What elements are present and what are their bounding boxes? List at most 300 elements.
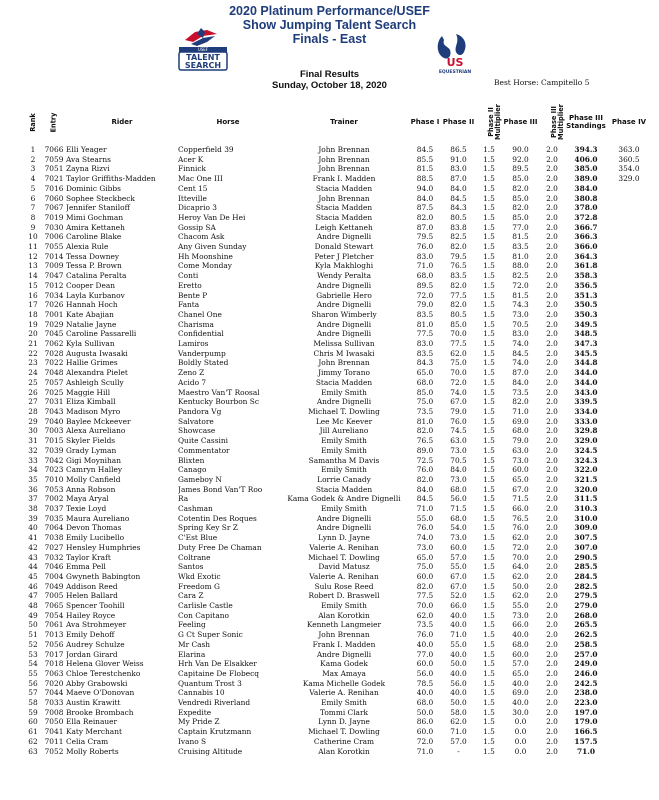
- cell-phase2: 50.0: [450, 698, 467, 708]
- cell-phase2: 80.5: [450, 309, 467, 319]
- cell-entry: 7021: [44, 174, 64, 184]
- table-row: [24, 485, 650, 495]
- cell-phase3: 85.0: [512, 212, 529, 222]
- cell-rider: Austin Krawitt: [66, 698, 121, 708]
- cell-phase3-multiplier: 2.0: [546, 523, 558, 533]
- cell-phase1: 82.0: [416, 426, 434, 436]
- cell-rider: Ava Strohmeyer: [66, 620, 127, 630]
- cell-phase3-multiplier: 2.0: [546, 581, 558, 591]
- cell-phase3-standings: 344.8: [574, 358, 598, 368]
- cell-rank: 58: [28, 698, 38, 708]
- cell-horse: My Pride Z: [178, 717, 220, 727]
- cell-rank: 16: [28, 290, 38, 300]
- table-row: [24, 475, 650, 485]
- cell-phase4: [608, 261, 650, 271]
- cell-trainer: Emily Smith: [321, 387, 367, 397]
- cell-horse: Ivano S: [178, 736, 207, 746]
- cell-phase2: 80.5: [450, 212, 467, 222]
- cell-phase3-multiplier: 2.0: [546, 533, 558, 543]
- cell-phase2: 77.5: [450, 290, 467, 300]
- cell-trainer: Valerie A. Renihan: [309, 542, 379, 552]
- table-row: [24, 407, 650, 417]
- cell-entry: 7057: [44, 377, 64, 387]
- cell-rank: 1: [30, 145, 36, 154]
- cell-entry: 7010: [44, 474, 64, 484]
- cell-phase2-multiplier: 1.5: [483, 523, 495, 533]
- cell-phase2-multiplier: 1.5: [483, 261, 495, 271]
- cell-phase3-standings: 307.0: [574, 542, 598, 552]
- cell-rank: 17: [28, 300, 38, 310]
- cell-rank: 55: [28, 668, 38, 678]
- cell-rider: Kate Abajian: [66, 309, 114, 319]
- cell-rider: Baylee Mckeever: [66, 416, 131, 426]
- cell-rider: Taylor Kraft: [66, 552, 111, 562]
- cell-phase3: 81.5: [512, 232, 529, 242]
- cell-phase3: 70.5: [512, 319, 529, 329]
- cell-horse: Cruising Altitude: [178, 746, 243, 756]
- table-row: [24, 174, 650, 184]
- table-header-row: [24, 98, 650, 145]
- cell-phase3: 69.0: [512, 416, 529, 426]
- cell-phase2: 40.0: [450, 610, 467, 620]
- cell-rank: 14: [28, 271, 38, 281]
- cell-phase2-multiplier: 1.5: [483, 649, 495, 659]
- cell-phase3-standings: 384.0: [574, 183, 598, 193]
- cell-phase2: 50.0: [450, 659, 467, 669]
- cell-entry: 7027: [44, 542, 64, 552]
- cell-entry: 7052: [44, 746, 64, 756]
- table-row: [24, 300, 650, 310]
- cell-phase2-multiplier: 1.5: [483, 319, 495, 329]
- cell-rider: Amira Kettaneh: [66, 222, 125, 232]
- cell-trainer: Donald Stewart: [314, 242, 374, 252]
- cell-trainer: Emily Smith: [321, 601, 367, 611]
- table-row: [24, 291, 650, 301]
- cell-phase3: 73.0: [512, 455, 529, 465]
- cell-rank: 28: [28, 406, 38, 416]
- cell-phase2: 68.0: [450, 484, 467, 494]
- cell-horse: Elarina: [178, 649, 206, 659]
- cell-phase2-multiplier: 1.5: [483, 591, 495, 601]
- svg-text:EQUESTRIAN: EQUESTRIAN: [438, 70, 472, 75]
- cell-phase4: [608, 523, 650, 533]
- cell-entry: 7066: [44, 145, 64, 154]
- cell-entry: 7001: [44, 309, 64, 319]
- cell-horse: Itteville: [178, 193, 207, 203]
- cell-phase2-multiplier: 1.5: [483, 271, 495, 281]
- cell-phase3-multiplier: 2.0: [546, 688, 558, 698]
- cell-phase3: 84.5: [512, 348, 529, 358]
- cell-phase3-standings: 350.3: [574, 309, 598, 319]
- cell-phase2-multiplier: 1.5: [483, 668, 495, 678]
- cell-phase4: [608, 242, 650, 252]
- cell-phase2-multiplier: 1.5: [483, 222, 495, 232]
- cell-rider: Alexia Rule: [66, 242, 109, 252]
- cell-phase4: [608, 465, 650, 475]
- cell-phase1: 76.0: [416, 465, 434, 475]
- cell-phase1: 87.5: [416, 203, 434, 213]
- cell-rider: Helena Glover Weiss: [66, 659, 144, 669]
- cell-phase3: 82.0: [512, 397, 529, 407]
- cell-horse: Captain Krutzmann: [178, 727, 252, 737]
- cell-entry: 7043: [44, 406, 64, 416]
- table-row: [24, 281, 650, 291]
- cell-phase4: [608, 620, 650, 630]
- cell-phase4: [608, 747, 650, 757]
- cell-phase3: 66.0: [512, 620, 529, 630]
- cell-phase3-standings: 311.5: [574, 494, 598, 504]
- cell-horse: Acer K: [178, 154, 204, 164]
- cell-phase3: 62.0: [512, 533, 529, 543]
- cell-phase3: 0.0: [514, 736, 527, 746]
- cell-trainer: Michael T. Dowling: [308, 406, 380, 416]
- cell-phase3: 65.0: [512, 668, 529, 678]
- title-line-1: 2020 Platinum Performance/USEF: [229, 4, 430, 18]
- cell-phase4: [608, 368, 650, 378]
- cell-rider: Grady Lyman: [66, 445, 117, 455]
- cell-horse: Freedom G: [178, 581, 220, 591]
- cell-entry: 7059: [44, 154, 64, 164]
- cell-phase2-multiplier: 1.5: [483, 601, 495, 611]
- cell-phase2-multiplier: 1.5: [483, 610, 495, 620]
- cell-phase3: 73.5: [512, 387, 529, 397]
- cell-rider: Gigi Moynihan: [66, 455, 121, 465]
- cell-phase3-standings: 279.0: [574, 601, 598, 611]
- cell-phase2: 86.5: [450, 145, 467, 154]
- cell-phase2-multiplier: 1.5: [483, 533, 495, 543]
- cell-trainer: Alan Korotkin: [318, 610, 370, 620]
- cell-trainer: Kama Godek & Andre Dignelli: [287, 494, 401, 504]
- cell-phase3: 67.0: [512, 484, 529, 494]
- cell-phase1: 85.5: [416, 154, 434, 164]
- cell-phase1: 73.5: [416, 620, 434, 630]
- cell-rank: 45: [28, 571, 38, 581]
- cell-phase4: 329.0: [618, 174, 640, 184]
- cell-phase3-multiplier: 2.0: [546, 358, 558, 368]
- cell-entry: 7060: [44, 193, 64, 203]
- cell-phase2: 72.0: [450, 377, 467, 387]
- cell-phase1: 83.0: [416, 251, 434, 261]
- cell-phase3-standings: 321.5: [574, 474, 598, 484]
- cell-horse: Showcase: [178, 426, 216, 436]
- cell-rank: 39: [28, 513, 38, 523]
- cell-horse: Quite Cassini: [178, 436, 229, 446]
- cell-phase2-multiplier: 1.5: [483, 358, 495, 368]
- col-entry: Entry: [49, 112, 58, 132]
- table-row: [24, 349, 650, 359]
- cell-phase2: 71.0: [450, 630, 467, 640]
- table-row: [24, 271, 650, 281]
- cell-phase3-standings: 339.5: [574, 397, 598, 407]
- cell-entry: 7028: [44, 348, 64, 358]
- cell-rank: 8: [30, 212, 36, 222]
- cell-entry: 7017: [44, 649, 64, 659]
- cell-rider: Katy Merchant: [66, 727, 122, 737]
- cell-phase4: [608, 591, 650, 601]
- cell-phase3: 82.0: [512, 183, 529, 193]
- cell-rider: Emily Lucibello: [66, 533, 125, 543]
- cell-phase3-standings: 345.5: [574, 348, 598, 358]
- cell-rider: Kyla Sullivan: [66, 339, 115, 349]
- cell-rider: Maeve O'Donovan: [66, 688, 135, 698]
- cell-phase1: 65.0: [416, 552, 434, 562]
- cell-trainer: Andre Dignelli: [316, 649, 372, 659]
- table-row: [24, 368, 650, 378]
- cell-phase1: 71.0: [416, 261, 434, 271]
- cell-horse: Quantum Trost 3: [178, 678, 242, 688]
- cell-trainer: Stacia Madden: [315, 484, 373, 494]
- cell-rank: 9: [30, 222, 36, 232]
- cell-phase3-multiplier: 2.0: [546, 591, 558, 601]
- cell-phase2: 40.0: [450, 688, 467, 698]
- cell-phase1: 82.0: [416, 212, 434, 222]
- cell-phase4: [608, 562, 650, 572]
- cell-rank: 43: [28, 552, 38, 562]
- cell-phase3-standings: 268.0: [574, 610, 598, 620]
- cell-rank: 3: [30, 164, 36, 174]
- cell-phase2: 73.0: [450, 474, 467, 484]
- cell-phase3-multiplier: 2.0: [546, 300, 558, 310]
- cell-trainer: Andre Dignelli: [316, 232, 372, 242]
- cell-trainer: Chris M Iwasaki: [313, 348, 375, 358]
- cell-phase3-standings: 309.0: [574, 523, 598, 533]
- cell-phase1: 79.0: [416, 300, 434, 310]
- cell-trainer: John Brennan: [318, 630, 370, 640]
- cell-entry: 7031: [44, 397, 64, 407]
- cell-trainer: John Brennan: [318, 193, 370, 203]
- cell-entry: 7029: [44, 319, 64, 329]
- cell-phase4: [608, 203, 650, 213]
- cell-rank: 19: [28, 319, 38, 329]
- cell-phase2: 79.0: [450, 406, 467, 416]
- table-row: [24, 543, 650, 553]
- cell-phase2-multiplier: 1.5: [483, 174, 495, 184]
- cell-phase1: 71.0: [416, 746, 434, 756]
- cell-phase1: 50.0: [416, 707, 434, 717]
- cell-phase2-multiplier: 1.5: [483, 552, 495, 562]
- cell-phase4: [608, 184, 650, 194]
- cell-phase4: [608, 514, 650, 524]
- cell-phase4: [608, 426, 650, 436]
- cell-phase1: 60.0: [416, 727, 434, 737]
- cell-phase3-multiplier: 2.0: [546, 504, 558, 514]
- cell-trainer: Emily Smith: [321, 436, 367, 446]
- col-trainer: Trainer: [330, 117, 358, 126]
- table-row: [24, 717, 650, 727]
- table-row: [24, 669, 650, 679]
- cell-phase3-multiplier: 2.0: [546, 309, 558, 319]
- cell-phase4: [608, 640, 650, 650]
- cell-entry: 7062: [44, 339, 64, 349]
- cell-phase3: 62.0: [512, 571, 529, 581]
- cell-trainer: Leigh Kettaneh: [315, 222, 373, 232]
- cell-phase2: 73.0: [450, 445, 467, 455]
- cell-phase3-standings: 179.0: [574, 717, 598, 727]
- cell-phase3-standings: 350.5: [574, 300, 598, 310]
- cell-phase3: 76.0: [512, 523, 529, 533]
- cell-horse: Heroy Van De Hei: [178, 212, 246, 222]
- cell-phase3-standings: 285.5: [574, 562, 598, 572]
- cell-phase1: 81.5: [416, 164, 434, 174]
- cell-phase3-standings: 366.7: [574, 222, 598, 232]
- cell-horse: Commentator: [178, 445, 230, 455]
- table-row: [24, 417, 650, 427]
- cell-phase2: 82.0: [450, 300, 467, 310]
- col-phase3-standings: Phase III Standings: [566, 113, 606, 130]
- cell-horse: Cashman: [178, 504, 213, 514]
- cell-phase3-multiplier: 2.0: [546, 251, 558, 261]
- cell-rank: 50: [28, 620, 38, 630]
- cell-rider: Emma Pell: [66, 562, 106, 572]
- cell-phase2: 58.0: [450, 707, 467, 717]
- cell-trainer: Robert D. Braswell: [308, 591, 380, 601]
- cell-phase3-multiplier: 2.0: [546, 397, 558, 407]
- cell-phase3-multiplier: 2.0: [546, 639, 558, 649]
- cell-phase2-multiplier: 1.5: [483, 406, 495, 416]
- cell-trainer: Emily Smith: [321, 504, 367, 514]
- cell-entry: 7046: [44, 562, 64, 572]
- cell-rank: 22: [28, 348, 38, 358]
- col-rank: Rank: [28, 112, 37, 132]
- cell-horse: Charisma: [178, 319, 214, 329]
- table-row: [24, 620, 650, 630]
- cell-phase3-standings: 329.8: [574, 426, 598, 436]
- cell-phase4: [608, 737, 650, 747]
- cell-horse: Fanta: [178, 300, 200, 310]
- cell-phase3-multiplier: 2.0: [546, 406, 558, 416]
- cell-phase2-multiplier: 1.5: [483, 455, 495, 465]
- cell-horse: Boldly Stated: [178, 358, 229, 368]
- cell-trainer: Andre Dignelli: [316, 319, 372, 329]
- cell-phase2: 67.0: [450, 397, 467, 407]
- cell-rider: Texie Loyd: [66, 504, 107, 514]
- cell-trainer: Max Amaya: [322, 668, 366, 678]
- cell-phase1: 72.0: [416, 736, 434, 746]
- cell-phase2: 56.0: [450, 678, 467, 688]
- cell-phase3-multiplier: 2.0: [546, 455, 558, 465]
- cell-phase3-multiplier: 2.0: [546, 387, 558, 397]
- title-line-2: Show Jumping Talent Search: [242, 18, 417, 32]
- cell-rider: Mimi Gochman: [66, 212, 124, 222]
- cell-phase4: [608, 475, 650, 485]
- cell-phase2: 79.5: [450, 251, 467, 261]
- cell-rank: 26: [28, 387, 38, 397]
- cell-rider: Taylor Griffiths-Madden: [66, 174, 156, 184]
- cell-phase3-multiplier: 2.0: [546, 445, 558, 455]
- cell-phase1: 72.5: [416, 455, 434, 465]
- cell-rider: Augusta Iwasaki: [66, 348, 128, 358]
- cell-phase4: [608, 650, 650, 660]
- cell-rank: 25: [28, 377, 38, 387]
- cell-phase1: 82.0: [416, 474, 434, 484]
- table-row: [24, 698, 650, 708]
- table-row: [24, 523, 650, 533]
- cell-phase3-multiplier: 2.0: [546, 668, 558, 678]
- table-row: [24, 426, 650, 436]
- cell-phase3-standings: 322.0: [574, 465, 598, 475]
- cell-phase2-multiplier: 1.5: [483, 368, 495, 378]
- cell-rider: Alexa Aureliano: [66, 426, 126, 436]
- cell-phase3-multiplier: 2.0: [546, 552, 558, 562]
- cell-horse: Come Monday: [178, 261, 232, 271]
- cell-phase2: 55.0: [450, 562, 467, 572]
- table-row: [24, 358, 650, 368]
- cell-trainer: Michael T. Dowling: [308, 727, 380, 737]
- cell-phase3-multiplier: 2.0: [546, 242, 558, 252]
- cell-horse: Mac One III: [178, 174, 223, 184]
- cell-phase2-multiplier: 1.5: [483, 339, 495, 349]
- cell-phase2-multiplier: 1.5: [483, 494, 495, 504]
- svg-text:SEARCH: SEARCH: [184, 61, 222, 70]
- cell-phase2-multiplier: 1.5: [483, 678, 495, 688]
- cell-entry: 7032: [44, 552, 64, 562]
- cell-phase3-standings: 257.0: [574, 649, 598, 659]
- cell-phase2: 63.0: [450, 436, 467, 446]
- cell-rank: 34: [28, 465, 38, 475]
- cell-phase3-multiplier: 2.0: [546, 280, 558, 290]
- cell-phase3: 76.5: [512, 513, 529, 523]
- cell-phase3-multiplier: 2.0: [546, 203, 558, 213]
- cell-phase3-standings: 307.5: [574, 533, 598, 543]
- cell-phase3: 82.0: [512, 203, 529, 213]
- cell-entry: 7014: [44, 251, 64, 261]
- cell-rider: Hailey Royce: [66, 610, 116, 620]
- cell-phase4: 360.5: [618, 154, 640, 164]
- cell-phase3-standings: 385.0: [574, 164, 598, 174]
- cell-phase2: 76.5: [450, 261, 467, 271]
- cell-phase2-multiplier: 1.5: [483, 659, 495, 669]
- cell-rank: 30: [28, 426, 38, 436]
- cell-phase2: 83.8: [450, 222, 467, 232]
- cell-phase3-standings: 349.5: [574, 319, 598, 329]
- cell-phase4: [608, 358, 650, 368]
- cell-trainer: Andre Dignelli: [316, 300, 372, 310]
- cell-phase3-standings: 372.8: [574, 212, 598, 222]
- table-row: [24, 213, 650, 223]
- cell-phase1: 72.0: [416, 290, 434, 300]
- table-row: [24, 378, 650, 388]
- cell-phase4: [608, 310, 650, 320]
- cell-phase2-multiplier: 1.5: [483, 426, 495, 436]
- cell-phase2-multiplier: 1.5: [483, 329, 495, 339]
- cell-rank: 40: [28, 523, 38, 533]
- cell-phase2: 73.0: [450, 533, 467, 543]
- cell-horse: Cent 15: [178, 183, 208, 193]
- cell-trainer: David Matusz: [318, 562, 370, 572]
- cell-horse: Any Given Sunday: [178, 242, 247, 252]
- cell-rank: 13: [28, 261, 38, 271]
- cell-phase1: 76.0: [416, 242, 434, 252]
- cell-entry: 7018: [44, 659, 64, 669]
- cell-rank: 18: [28, 309, 38, 319]
- cell-phase3: 83.0: [512, 329, 529, 339]
- cell-entry: 7025: [44, 387, 64, 397]
- cell-phase2-multiplier: 1.5: [483, 484, 495, 494]
- cell-rank: 2: [30, 154, 36, 164]
- cell-entry: 7009: [44, 261, 64, 271]
- cell-phase2: 67.0: [450, 571, 467, 581]
- cell-phase3: 0.0: [514, 717, 527, 727]
- cell-entry: 7026: [44, 300, 64, 310]
- cell-rider: Maggie Hill: [66, 387, 111, 397]
- table-row: [24, 601, 650, 611]
- cell-horse: Hrh Van De Elsakker: [178, 659, 257, 669]
- cell-rank: 23: [28, 358, 38, 368]
- cell-phase2: 67.0: [450, 581, 467, 591]
- cell-phase2: 40.0: [450, 649, 467, 659]
- cell-rank: 10: [28, 232, 38, 242]
- cell-trainer: Lynn D. Jayne: [318, 717, 370, 727]
